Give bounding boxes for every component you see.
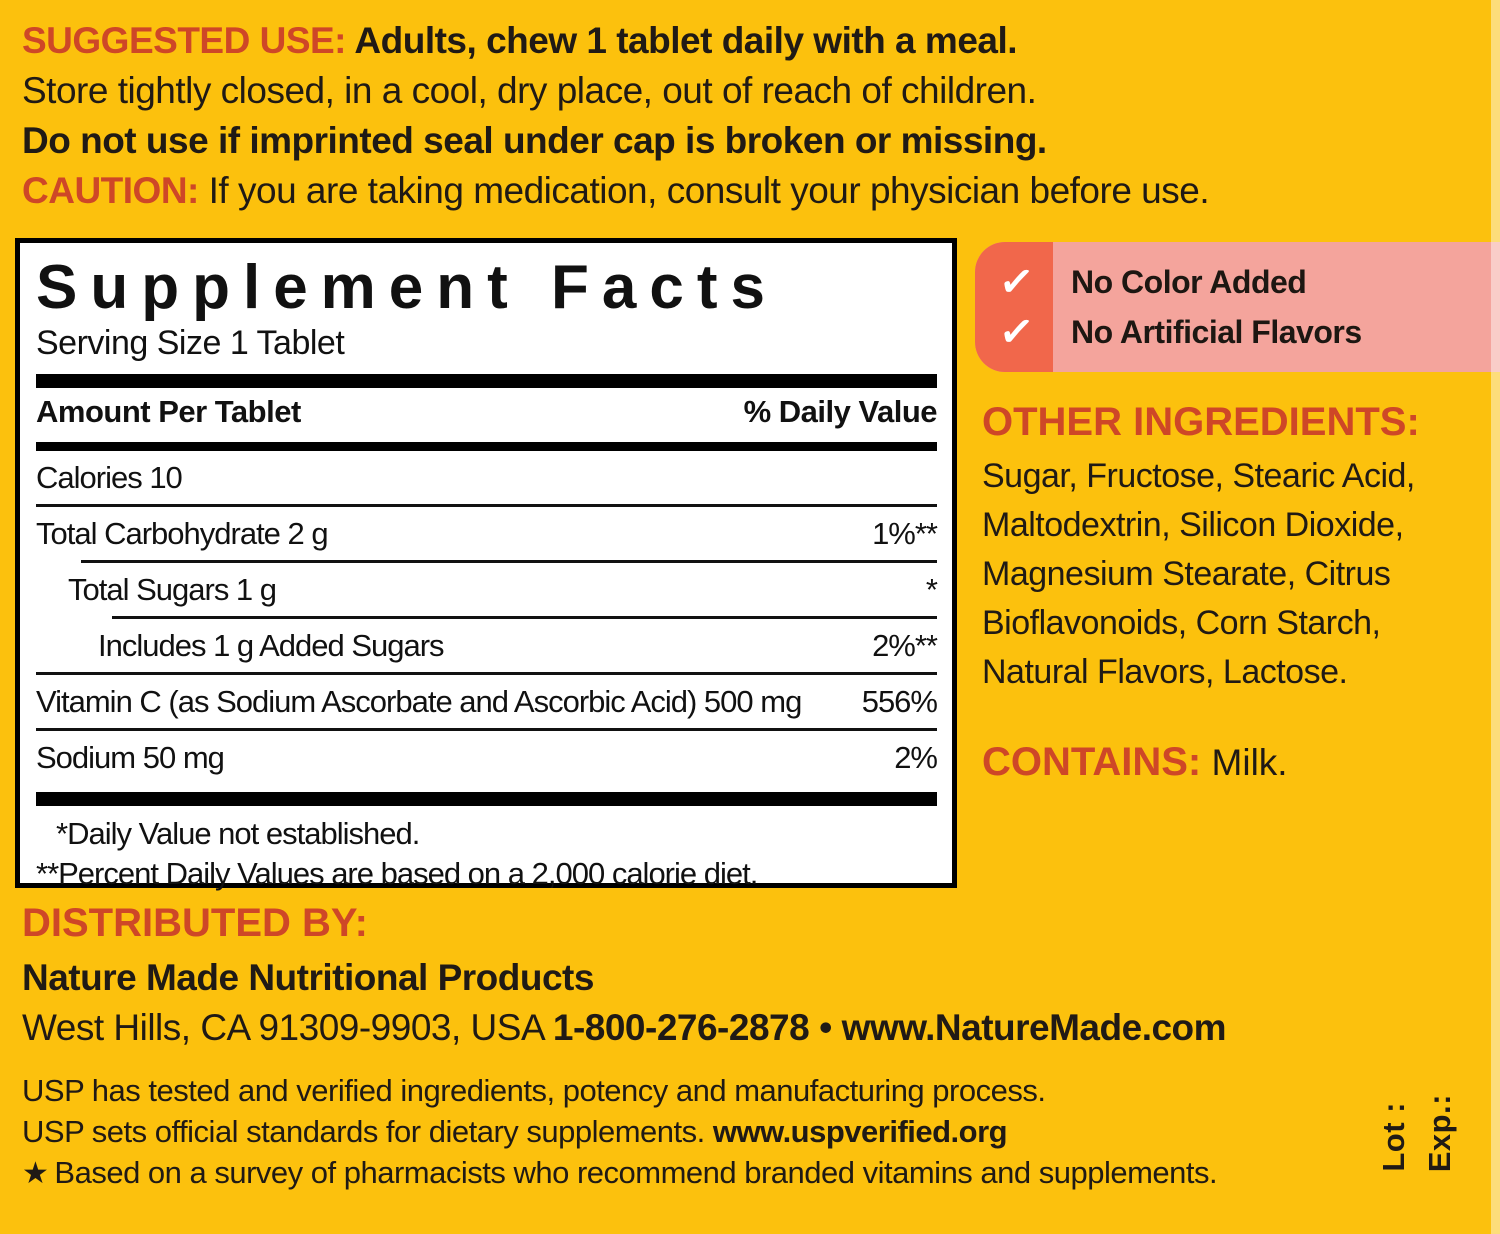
usp-website: www.uspverified.org <box>712 1114 1008 1149</box>
bullet-separator: • <box>819 1007 832 1048</box>
claims-badge <box>975 242 1500 372</box>
table-header <box>36 388 937 435</box>
thick-divider <box>36 374 937 388</box>
check-icon: ✓ <box>997 306 1038 357</box>
amount-per-tablet-header: Amount Per Tablet <box>36 394 301 429</box>
nutrient-name: Includes 1 g Added Sugars <box>98 628 444 663</box>
nutrient-daily-value: 556% <box>861 684 937 719</box>
footnotes <box>36 814 937 894</box>
nutrient-name: Sodium 50 mg <box>36 740 224 775</box>
usp-statements <box>22 1070 1217 1194</box>
lot-exp-block <box>1376 1094 1458 1172</box>
nutrient-name: Total Carbohydrate 2 g <box>36 516 328 551</box>
table-row-total-sugars <box>36 563 937 616</box>
suggested-use-text: Adults, chew 1 tablet daily with a meal. <box>346 20 1018 61</box>
table-row-calories <box>36 451 937 504</box>
usp-line-1: USP has tested and verified ingredients, potency and manufacturing process. <box>22 1073 1046 1108</box>
nutrient-daily-value: 1%** <box>872 516 937 551</box>
caution-text: If you are taking medication, consult your physician before use. <box>198 170 1210 211</box>
nutrient-daily-value: * <box>925 572 937 607</box>
caution-label: CAUTION: <box>22 170 199 211</box>
label-edge-highlight <box>1491 0 1500 1234</box>
usp-line-3-text: Based on a survey of pharmacists who recommend branded vitamins and supplements. <box>54 1155 1218 1190</box>
caution-line <box>22 166 1480 216</box>
distributor-phone: 1-800-276-2878 <box>552 1007 810 1048</box>
nutrient-name: Total Sugars 1 g <box>68 572 277 607</box>
distributed-by-label: DISTRIBUTED BY: <box>22 901 368 945</box>
thick-divider-bottom <box>36 792 937 806</box>
claim-no-artificial-flavors: No Artificial Flavors <box>1071 314 1362 350</box>
table-row-added-sugars <box>36 619 937 672</box>
suggested-use-line <box>22 16 1480 66</box>
daily-value-header: % Daily Value <box>743 394 937 429</box>
badge-check-cap <box>975 242 1053 372</box>
star-icon: ★ <box>22 1157 49 1190</box>
footnote-percent-dv: **Percent Daily Values are based on a 2,000 calorie diet. <box>36 856 758 891</box>
distributor-name: Nature Made Nutritional Products <box>22 957 594 998</box>
distributor-website: www.NatureMade.com <box>841 1007 1227 1048</box>
contains-label: CONTAINS: <box>982 740 1202 784</box>
lot-label: Lot : <box>1376 1102 1411 1172</box>
storage-line: Store tightly closed, in a cool, dry place, out of reach of children. <box>22 70 1037 111</box>
usp-line-2 <box>22 1111 1217 1152</box>
medium-divider <box>36 442 937 451</box>
contains-text: Milk. <box>1201 742 1288 783</box>
table-row-vitamin-c <box>36 675 937 728</box>
nutrient-name: Vitamin C (as Sodium Ascorbate and Ascorbic Acid) 500 mg <box>36 684 802 719</box>
other-ingredients-text: Sugar, Fructose, Stearic Acid, Maltodextrin, Silicon Dioxide, Magnesium Stearate, Citrus Bioflavonoids, Corn Starch, Natural Flavors, Lactose. <box>982 457 1415 691</box>
table-row-sodium <box>36 731 937 784</box>
usp-line-3 <box>22 1152 1217 1194</box>
allergen-statement <box>982 740 1288 785</box>
nutrient-daily-value: 2% <box>894 740 937 775</box>
seal-warning-line: Do not use if imprinted seal under cap is broken or missing. <box>22 120 1047 161</box>
exp-label: Exp.: <box>1422 1093 1457 1172</box>
nutrient-daily-value: 2%** <box>872 628 937 663</box>
supplement-facts-panel <box>15 238 957 891</box>
footnote-daily-value: *Daily Value not established. <box>56 816 420 851</box>
other-ingredients-heading: OTHER INGREDIENTS: <box>982 400 1420 444</box>
usage-instructions <box>22 16 1480 216</box>
nutrient-name: Calories 10 <box>36 460 182 495</box>
usp-line-2-text: USP sets official standards for dietary supplements. <box>22 1114 713 1149</box>
table-row-total-carbohydrate <box>36 507 937 560</box>
distributor-address-line <box>22 1007 1226 1049</box>
distributor-address: West Hills, CA 91309-9903, USA <box>22 1007 553 1048</box>
serving-size: Serving Size 1 Tablet <box>36 324 345 362</box>
claim-no-color-added: No Color Added <box>1071 264 1307 300</box>
check-icon: ✓ <box>997 256 1038 307</box>
suggested-use-label: SUGGESTED USE: <box>22 20 346 61</box>
panel-title: Supplement Facts <box>36 253 778 322</box>
badge-labels <box>1071 242 1362 372</box>
